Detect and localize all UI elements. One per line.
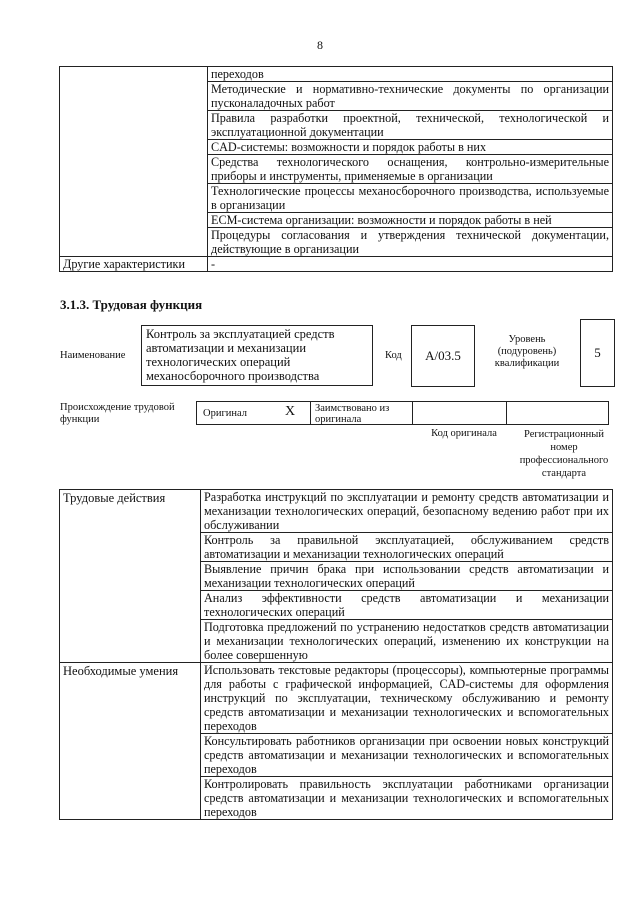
name-label: Наименование [60, 350, 126, 361]
table-row [60, 257, 613, 272]
table-cell: переходов [208, 67, 613, 82]
other-characteristics-value: - [208, 257, 613, 272]
reg-number-box [506, 401, 609, 425]
page-number: 8 [317, 38, 323, 52]
table-cell: ECM-система организации: возможности и порядок работы в ней [208, 213, 613, 228]
code-original-box [412, 401, 506, 425]
table-cell: Средства технологического оснащения, контрольно-измерительные приборы и инструменты, применяемые в организации [208, 155, 613, 184]
table-cell: Процедуры согласования и утверждения технической документации, действующие в организации [208, 228, 613, 257]
table-cell: Методические и нормативно-технические документы по организации пусконаладочных работ [208, 82, 613, 111]
level-label: Уровень (подуровень) квалификации [494, 334, 560, 369]
original-mark: X [270, 401, 310, 425]
code-original-label: Код оригинала [431, 428, 497, 439]
borrowed-label: Заимствовано из оригинала [310, 401, 412, 425]
reg-number-label: Регистрационный номер профессионального стандарта [519, 429, 609, 479]
table-cell: Выявление причин брака при использовании средств автоматизации и механизации технологических операций [201, 562, 613, 591]
level-value-box: 5 [580, 319, 615, 387]
original-label: Оригинал [196, 401, 270, 425]
section-title: 3.1.3. Трудовая функция [60, 297, 203, 312]
code-value-box: A/03.5 [411, 325, 475, 387]
knowledge-table [59, 66, 613, 272]
table-cell: Технологические процессы механосборочного производства, используемые в организации [208, 184, 613, 213]
table-cell: Контролировать правильность эксплуатации работниками организации средств автоматизации и механизации технологических и вспомогательных переходов [201, 777, 613, 820]
table-cell: Консультировать работников организации при освоении новых конструкций средств автоматизации и механизации технологических и вспомогательных переходов [201, 734, 613, 777]
origin-label: Происхождение трудовой функции [60, 402, 175, 425]
other-characteristics-label: Другие характеристики [60, 257, 208, 272]
empty-label-cell [60, 67, 208, 257]
labor-actions-label: Трудовые действия [60, 490, 201, 663]
code-label: Код [385, 350, 402, 361]
origin-row [196, 401, 609, 425]
table-cell: Подготовка предложений по устранению недостатков средств автоматизации и механизации технологических операций, изменению их конструкции на более совершенную [201, 620, 613, 663]
labor-function-table [59, 489, 613, 820]
table-cell: Анализ эффективности средств автоматизации и механизации технологических операций [201, 591, 613, 620]
table-cell: Контроль за правильной эксплуатацией, обслуживанием средств автоматизации и механизации технологических операций [201, 533, 613, 562]
table-row [60, 663, 613, 734]
skills-label: Необходимые умения [60, 663, 201, 820]
table-cell: CAD-системы: возможности и порядок работы в них [208, 140, 613, 155]
function-name-box: Контроль за эксплуатацией средств автоматизации и механизации технологических операций механосборочного производства [141, 325, 373, 386]
table-row [60, 490, 613, 533]
table-cell: Использовать текстовые редакторы (процессоры), компьютерные программы для работы с графической информацией, CAD-системы для оформления инструкций по эксплуатации, техническому обслуживанию и ремонту средств автоматизации и механизации технологических и вспомогательных переходов [201, 663, 613, 734]
table-row [60, 67, 613, 82]
table-cell: Разработка инструкций по эксплуатации и ремонту средств автоматизации и механизации технологических операций, безопасному ведению работ при их обслуживании [201, 490, 613, 533]
table-cell: Правила разработки проектной, технической, технологической и эксплуатационной документации [208, 111, 613, 140]
